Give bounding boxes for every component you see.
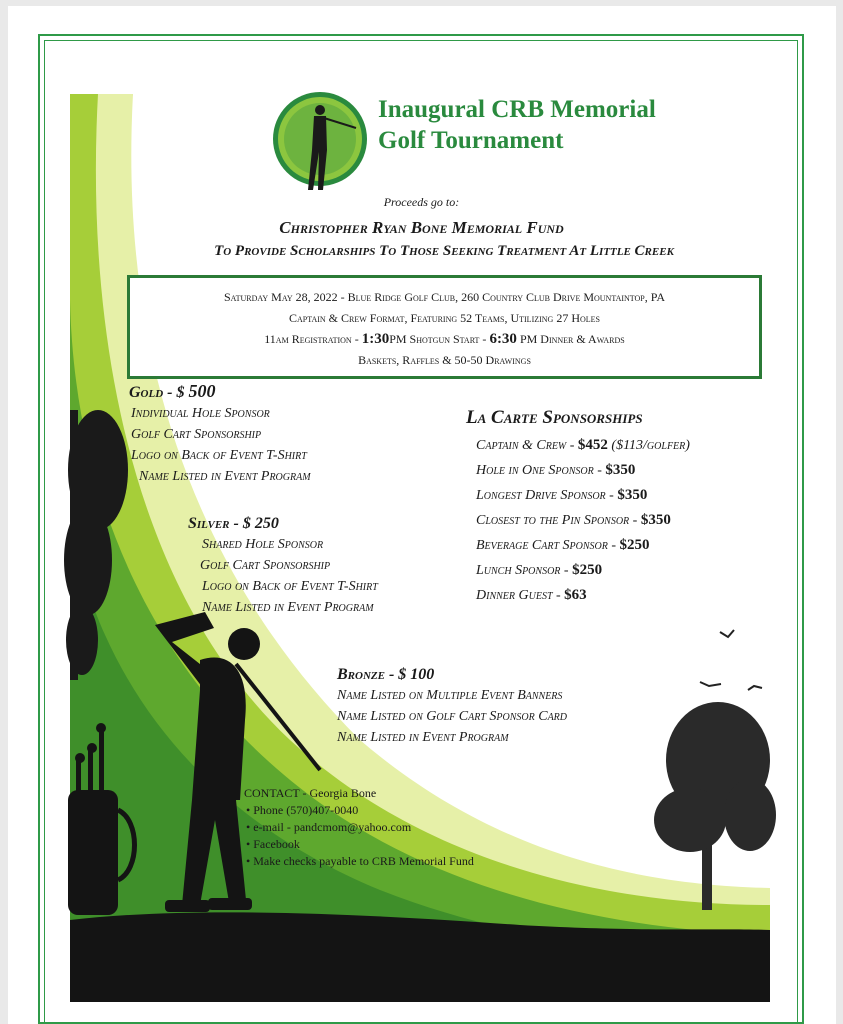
tournament-logo [273,92,367,190]
birds-silhouette [700,630,762,690]
event-format: Captain & Crew Format, Featuring 52 Teams, Utilizing 27 Holes [288,311,601,325]
fund-name: Christopher Ryan Bone Memorial Fund [279,218,564,237]
gold-tier [129,381,311,487]
la-carte-sponsorships [466,407,690,608]
la-carte-row: Dinner Guest - $63 [476,587,587,603]
proceeds-label: Proceeds go to: [383,195,460,209]
contact-label: CONTACT - Georgia Bone [244,786,377,800]
event-extras: Baskets, Raffles & 50-50 Drawings [358,353,531,367]
gold-item: Golf Cart Sponsorship [131,427,262,442]
event-info-box [127,275,762,379]
right-tree-silhouette [654,702,776,910]
fund-purpose: To Provide Scholarships To Those Seeking Treatment At Little Creek [214,243,674,259]
la-carte-row: Beverage Cart Sponsor - $250 [476,537,650,553]
contact-checks: • Make checks payable to CRB Memorial Fund [244,853,474,870]
bronze-item: Name Listed in Event Program [337,730,509,745]
gold-item: Name Listed in Event Program [139,469,311,484]
contact-facebook: • Facebook [244,836,474,853]
bronze-tier [337,664,567,748]
la-carte-row: Lunch Sponsor - $250 [476,562,603,578]
contact-email: • e-mail - pandcmom@yahoo.com [244,819,474,836]
silver-item: Golf Cart Sponsorship [200,558,331,573]
contact-info [244,785,474,870]
tournament-title: Inaugural CRB Memorial Golf Tournament [378,96,656,154]
silver-heading: Silver - $ 250 [188,515,279,532]
bronze-item: Name Listed on Golf Cart Sponsor Card [337,709,568,724]
silver-item: Shared Hole Sponsor [202,537,324,552]
silver-item: Logo on Back of Event T-Shirt [202,579,378,594]
bronze-heading: Bronze - $ 100 [337,666,435,683]
event-schedule: 11am Registration - 1:30PM Shotgun Start - 6:30 PM Dinner & Awards [264,331,625,347]
la-carte-row: Captain & Crew - $452 ($113/golfer) [476,437,690,453]
silver-item: Name Listed in Event Program [202,600,374,615]
gold-heading: Gold - $ 500 [129,381,216,401]
gold-item: Logo on Back of Event T-Shirt [131,448,307,463]
la-carte-row: Hole in One Sponsor - $350 [476,462,636,478]
la-carte-row: Longest Drive Sponsor - $350 [476,487,648,503]
gold-item: Individual Hole Sponsor [131,406,270,421]
bronze-item: Name Listed on Multiple Event Banners [337,688,563,703]
event-date-location: Saturday May 28, 2022 - Blue Ridge Golf Club, 260 Country Club Drive Mountaintop, PA [224,290,665,304]
la-carte-heading: La Carte Sponsorships [466,407,643,428]
contact-phone: • Phone (570)407-0040 [244,802,474,819]
silver-tier [188,513,378,618]
la-carte-row: Closest to the Pin Sponsor - $350 [476,512,671,528]
